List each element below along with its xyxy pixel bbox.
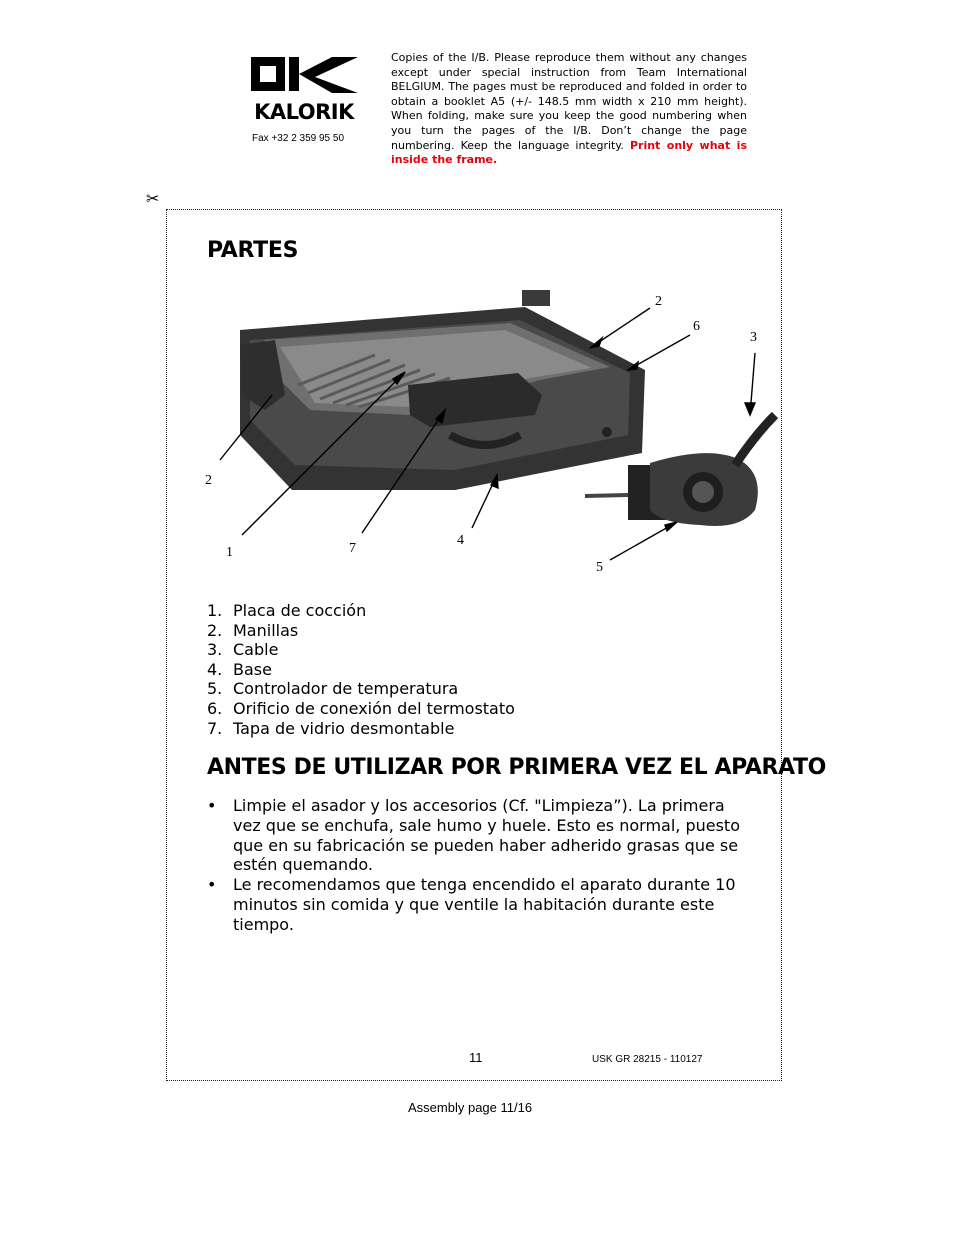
figure-label-5: 5 [596, 560, 603, 575]
section-title-antes: ANTES DE UTILIZAR POR PRIMERA VEZ EL APARATO [207, 755, 826, 780]
fax-number: Fax +32 2 359 95 50 [252, 133, 345, 144]
grill-illustration [180, 285, 780, 585]
document-code: USK GR 28215 - 110127 [592, 1054, 703, 1065]
scissors-icon: ✂ [146, 189, 160, 208]
list-item [207, 875, 747, 934]
list-item-number: 4. [207, 659, 223, 679]
list-item-number: 1. [207, 601, 223, 620]
thermostat-socket [602, 427, 612, 437]
figure-label-3: 3 [750, 330, 757, 345]
thermostat-probe [585, 495, 628, 496]
parts-list [207, 601, 515, 738]
list-item [207, 601, 515, 621]
section-title-partes: PARTES [207, 238, 299, 263]
bullet-icon: • [207, 796, 217, 815]
list-item-number: 2. [207, 620, 223, 640]
list-item-label: Tapa de vidrio desmontable [233, 718, 455, 738]
power-cable [735, 415, 775, 465]
figure-label-2-top: 2 [655, 294, 662, 309]
figure-label-4: 4 [457, 533, 464, 548]
notice-highlight: Print only what is inside the frame [391, 138, 747, 167]
list-item-label: Orificio de conexión del termostato [233, 698, 515, 718]
reproduction-notice [391, 51, 747, 168]
figure-label-7: 7 [349, 541, 356, 556]
list-item [207, 679, 515, 699]
instructions-list [207, 796, 747, 935]
list-item-number: 3. [207, 640, 223, 660]
list-item-number: 5. [207, 679, 223, 699]
list-item-label: Placa de cocción [233, 601, 367, 620]
list-item-label: Manillas [233, 620, 299, 640]
figure-label-6: 6 [693, 319, 700, 334]
figure-label-1: 1 [226, 545, 233, 560]
bullet-icon: • [207, 875, 217, 895]
list-item-number: 6. [207, 698, 223, 718]
list-item-number: 7. [207, 718, 223, 738]
assembly-page: Assembly page 11/16 [408, 1100, 533, 1115]
list-item [207, 719, 515, 739]
figure-label-2-left: 2 [205, 473, 212, 488]
list-item-label: Controlador de temperatura [233, 679, 459, 699]
list-item-label: Cable [233, 640, 279, 660]
list-item [207, 660, 515, 680]
list-item [207, 796, 747, 875]
list-item [207, 640, 515, 660]
list-item-text: Limpie el asador y los accesorios (Cf. "Limpieza”). La primera vez que se enchufa, sale humo y huele. Esto es normal, puesto que en su fabricación se pueden haber adherido grasas que se estén quemando. [233, 796, 740, 875]
list-item-label: Base [233, 659, 272, 679]
page-number: 11 [469, 1050, 483, 1065]
kalorik-logo [248, 55, 360, 125]
notice-text: Copies of the I/B. Please reproduce them without any changes except under special instruction from Team International BELGIUM. The pages must be reproduced and folded in order to obtain a booklet A5 (+/- 148.5 mm width x 210 mm height). When folding, make sure you keep the good numbering when you turn the pages of the I/B. Don’t change the page numbering. Keep the language integrity. [391, 51, 747, 152]
brand-wordmark: KALORIK [254, 100, 354, 124]
list-item-text: Le recomendamos que tenga encendido el aparato durante 10 minutos sin comida y que ventile la habitación durante este tiempo. [233, 875, 736, 934]
list-item [207, 699, 515, 719]
notice-end: . [493, 153, 498, 167]
handle-top-shape [522, 290, 550, 306]
list-item [207, 621, 515, 641]
